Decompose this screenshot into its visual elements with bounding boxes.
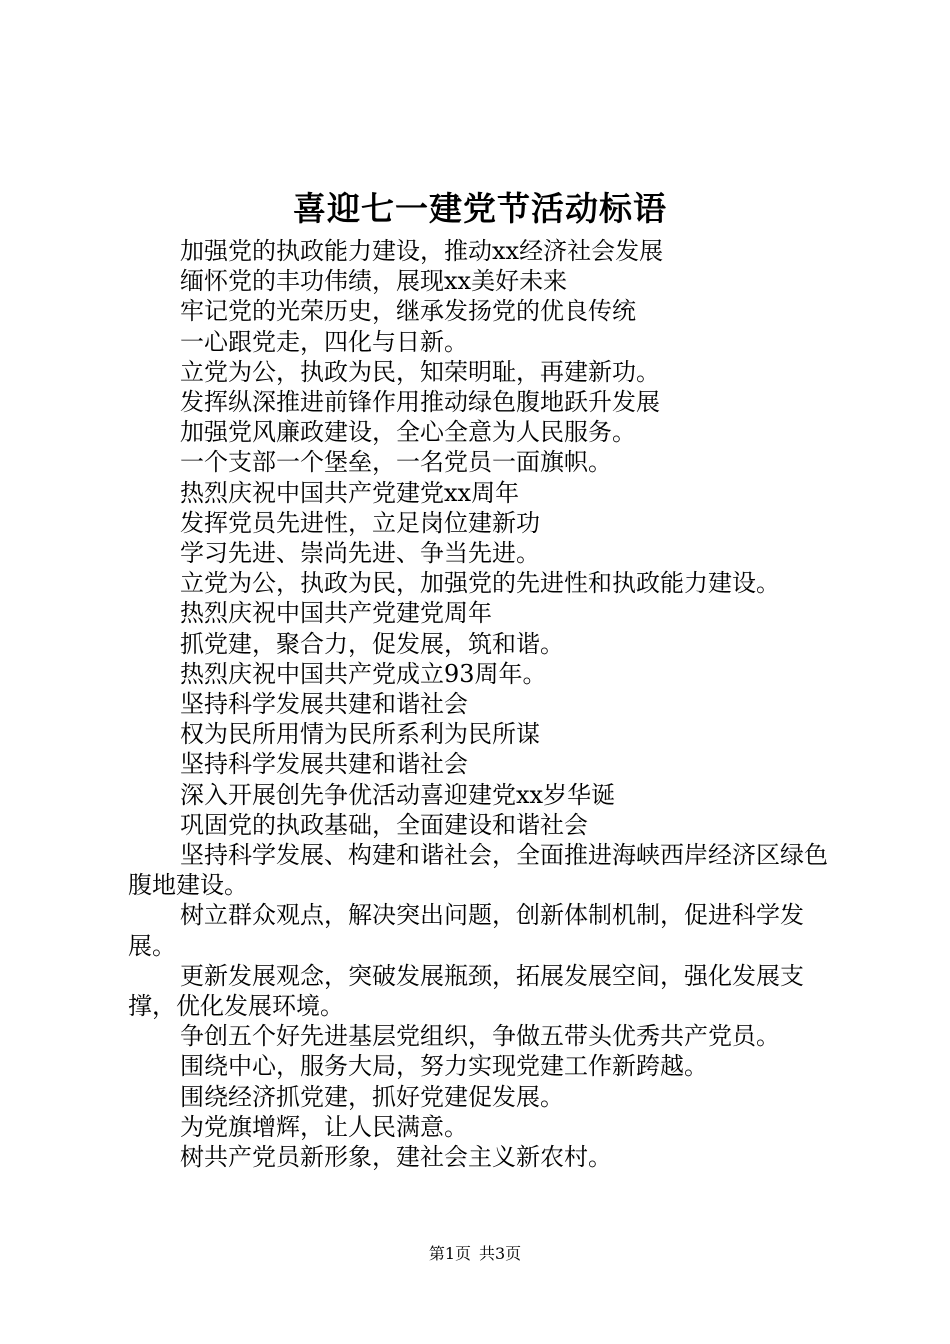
- slogan-paragraph: 抓党建，聚合力，促发展，筑和谐。: [180, 629, 564, 658]
- page-number-total: 共3页: [479, 1244, 522, 1263]
- slogan-paragraph: 学习先进、崇尚先进、争当先进。: [180, 539, 540, 568]
- slogan-paragraph: 立党为公，执政为民，加强党的先进性和执政能力建设。: [180, 569, 780, 598]
- slogan-paragraph: 热烈庆祝中国共产党建党周年: [180, 599, 492, 628]
- slogan-paragraph: 坚持科学发展共建和谐社会: [180, 750, 468, 779]
- slogan-paragraph: 树共产党员新形象，建社会主义新农村。: [180, 1143, 612, 1172]
- slogan-paragraph: 更新发展观念，突破发展瓶颈，拓展发展空间，强化发展支撑，优化发展环境。: [128, 961, 804, 1021]
- slogan-paragraph: 加强党的执政能力建设，推动xx经济社会发展: [180, 237, 664, 265]
- slogan-paragraph: 争创五个好先进基层党组织，争做五带头优秀共产党员。: [180, 1022, 780, 1051]
- document-title: 喜迎七一建党节活动标语: [293, 189, 667, 228]
- slogan-paragraph: 热烈庆祝中国共产党成立93周年。: [180, 659, 547, 688]
- page-footer: [0, 1244, 950, 1264]
- slogan-paragraph: 牢记党的光荣历史，继承发扬党的优良传统: [180, 297, 636, 326]
- slogan-paragraph: 坚持科学发展、构建和谐社会，全面推进海峡西岸经济区绿色腹地建设。: [128, 841, 828, 900]
- slogan-paragraph: 深入开展创先争优活动喜迎建党xx岁华诞: [180, 780, 616, 809]
- slogan-paragraph: 巩固党的执政基础，全面建设和谐社会: [180, 810, 588, 839]
- page-number-current: 第1页: [428, 1244, 471, 1263]
- document-body: [128, 236, 836, 1172]
- slogan-paragraph: 一心跟党走，四化与日新。: [180, 327, 468, 356]
- slogan-paragraph: 缅怀党的丰功伟绩，展现xx美好未来: [180, 267, 568, 296]
- slogan-paragraph: 加强党风廉政建设，全心全意为人民服务。: [180, 418, 636, 447]
- slogan-paragraph: 一个支部一个堡垒，一名党员一面旗帜。: [180, 448, 612, 477]
- slogan-paragraph: 立党为公，执政为民，知荣明耻，再建新功。: [180, 357, 660, 386]
- slogan-paragraph: 发挥党员先进性，立足岗位建新功: [180, 508, 540, 537]
- slogan-paragraph: 发挥纵深推进前锋作用推动绿色腹地跃升发展: [180, 388, 660, 417]
- slogan-paragraph: 树立群众观点，解决突出问题，创新体制机制，促进科学发展。: [128, 901, 804, 960]
- slogan-paragraph: 热烈庆祝中国共产党建党xx周年: [180, 478, 520, 507]
- slogan-paragraph: 坚持科学发展共建和谐社会: [180, 690, 468, 719]
- slogan-paragraph: 围绕中心，服务大局，努力实现党建工作新跨越。: [180, 1052, 708, 1081]
- slogan-paragraph: 为党旗增辉，让人民满意。: [180, 1112, 468, 1141]
- slogan-paragraph: 围绕经济抓党建，抓好党建促发展。: [180, 1082, 564, 1111]
- slogan-paragraph: 权为民所用情为民所系利为民所谋: [180, 720, 540, 749]
